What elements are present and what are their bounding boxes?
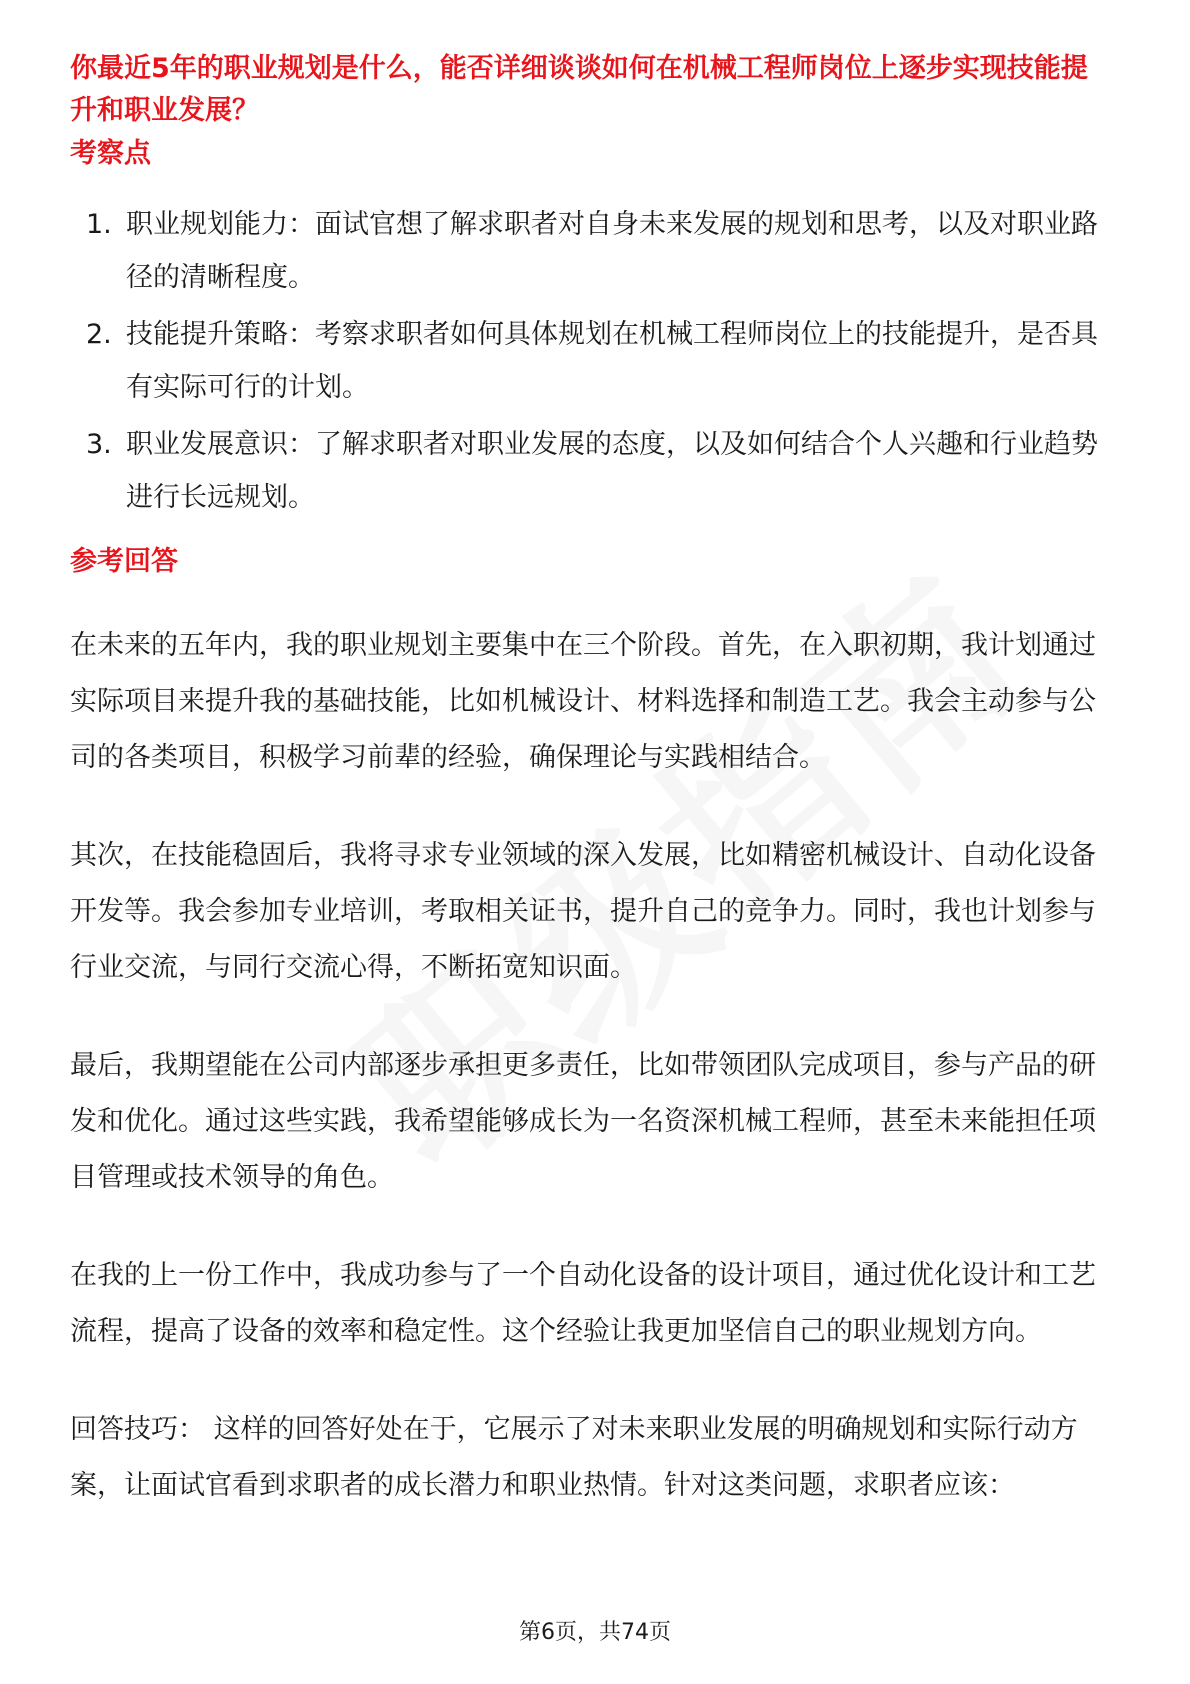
point-number: 3. <box>86 429 112 460</box>
answer-paragraph: 其次，在技能稳固后，我将寻求专业领域的深入发展，比如精密机械设计、自动化设备开发等。我会参加专业培训，考取相关证书，提升自己的竞争力。同时，我也计划参与行业交流，与同行交流心得，不断拓宽知识面。 <box>70 840 1096 983</box>
assessment-point <box>70 198 1120 304</box>
point-text: 职业发展意识：了解求职者对职业发展的态度，以及如何结合个人兴趣和行业趋势进行长远规划。 <box>126 429 1098 513</box>
page-footer: 第6页，共74页 <box>519 1620 671 1645</box>
assessment-point <box>70 308 1120 414</box>
point-text: 技能提升策略：考察求职者如何具体规划在机械工程师岗位上的技能提升，是否具有实际可行的计划。 <box>126 319 1098 403</box>
answer-paragraph: 回答技巧： 这样的回答好处在于，它展示了对未来职业发展的明确规划和实际行动方案，让面试官看到求职者的成长潜力和职业热情。针对这类问题，求职者应该： <box>70 1414 1078 1501</box>
point-number: 1. <box>86 209 112 240</box>
assessment-section-title: 考察点 <box>70 138 151 169</box>
answer-paragraph: 在我的上一份工作中，我成功参与了一个自动化设备的设计项目，通过优化设计和工艺流程，提高了设备的效率和稳定性。这个经验让我更加坚信自己的职业规划方向。 <box>70 1260 1096 1347</box>
assessment-points-list <box>70 198 1120 528</box>
assessment-point <box>70 418 1120 524</box>
point-number: 2. <box>86 319 112 350</box>
answer-paragraph: 在未来的五年内，我的职业规划主要集中在三个阶段。首先，在入职初期，我计划通过实际项目来提升我的基础技能，比如机械设计、材料选择和制造工艺。我会主动参与公司的各类项目，积极学习前辈的经验，确保理论与实践相结合。 <box>70 630 1096 773</box>
point-text: 职业规划能力：面试官想了解求职者对自身未来发展的规划和思考，以及对职业路径的清晰程度。 <box>126 209 1098 293</box>
answer-paragraph: 最后，我期望能在公司内部逐步承担更多责任，比如带领团队完成项目，参与产品的研发和优化。通过这些实践，我希望能够成长为一名资深机械工程师，甚至未来能担任项目管理或技术领导的角色。 <box>70 1050 1096 1193</box>
answer-body <box>70 618 1120 1556</box>
answer-section-title: 参考回答 <box>70 546 178 577</box>
question-heading: 你最近5年的职业规划是什么，能否详细谈谈如何在机械工程师岗位上逐步实现技能提升和职业发展？ <box>70 53 1088 126</box>
